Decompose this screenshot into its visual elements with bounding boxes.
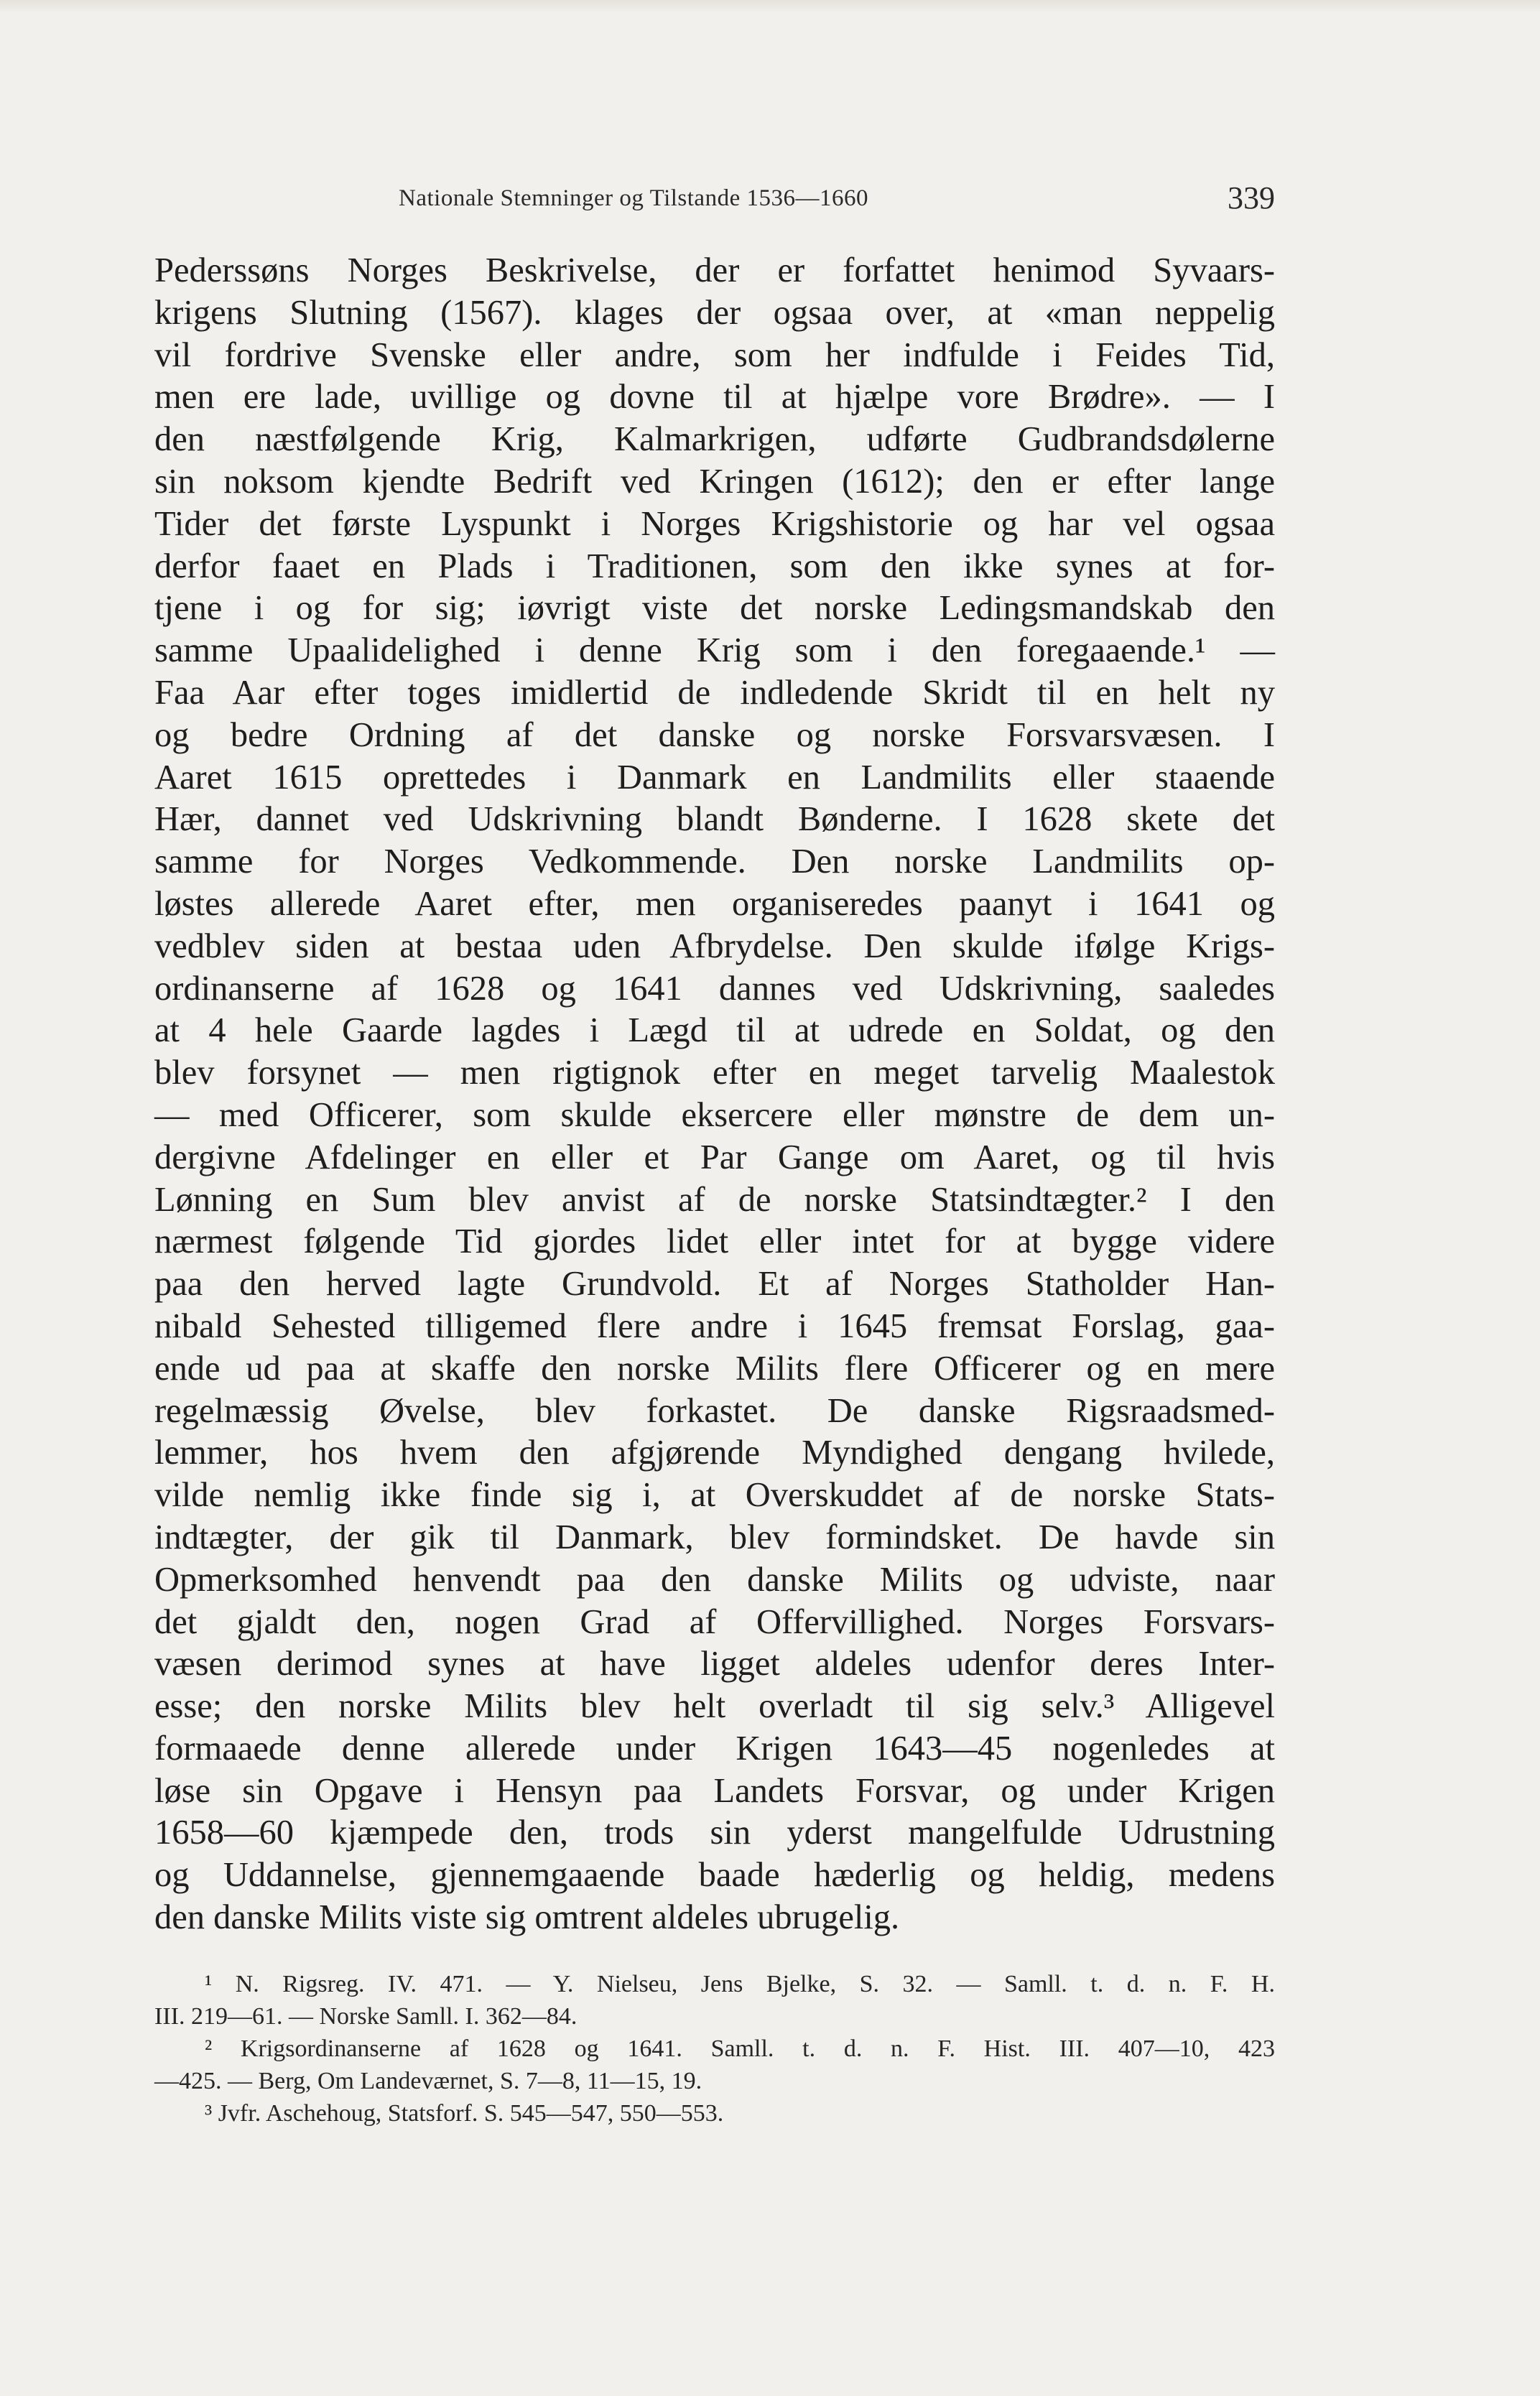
text-line: Faa Aar efter toges imidlertid de indledende Skridt til en helt ny <box>154 673 1275 712</box>
text-line: men ere lade, uvillige og dovne til at hjælpe vore Brødre». — I <box>154 378 1275 417</box>
footnote-line: ¹ N. Rigsreg. IV. 471. — Y. Nielseu, Jens Bjelke, S. 32. — Samll. t. d. n. F. H. <box>205 1971 1275 1997</box>
text-line: tjene i og for sig; iøvrigt viste det norske Ledingsmandskab den <box>154 589 1275 628</box>
text-line: Aaret 1615 oprettedes i Danmark en Landmilits eller staaende <box>154 758 1275 797</box>
text-line: regelmæssig Øvelse, blev forkastet. De danske Rigsraadsmed- <box>154 1391 1275 1430</box>
text-line: krigens Slutning (1567). klages der ogsaa over, at «man neppelig <box>154 293 1275 332</box>
text-line: Pederssøns Norges Beskrivelse, der er forfattet henimod Syvaars- <box>154 251 1275 289</box>
text-line: indtægter, der gik til Danmark, blev formindsket. De havde sin <box>154 1518 1275 1556</box>
text-line: paa den herved lagte Grundvold. Et af Norges Statholder Han- <box>154 1265 1275 1304</box>
text-line: ende ud paa at skaffe den norske Milits flere Officerer og en mere <box>154 1349 1275 1388</box>
text-line: formaaede denne allerede under Krigen 1643—45 nogenledes at <box>154 1729 1275 1768</box>
text-line: Opmerksomhed henvendt paa den danske Milits og udviste, naar <box>154 1560 1275 1599</box>
text-line: den næstfølgende Krig, Kalmarkrigen, udførte Gudbrandsdølerne <box>154 420 1275 459</box>
text-line: Tider det første Lyspunkt i Norges Krigshistorie og har vel ogsaa <box>154 504 1275 543</box>
footnote-line: ² Krigsordinanserne af 1628 og 1641. Samll. t. d. n. F. Hist. III. 407—10, 423 <box>205 2035 1275 2062</box>
page-number: 339 <box>1228 180 1275 215</box>
body-text <box>154 250 1275 1939</box>
text-line: løse sin Opgave i Hensyn paa Landets Forsvar, og under Krigen <box>154 1771 1275 1810</box>
text-line: det gjaldt den, nogen Grad af Offervillighed. Norges Forsvars- <box>154 1602 1275 1641</box>
text-line: lemmer, hos hvem den afgjørende Myndighed dengang hvilede, <box>154 1434 1275 1472</box>
footnote-line: III. 219—61. — Norske Samll. I. 362—84. <box>154 2003 578 2030</box>
text-line: og bedre Ordning af det danske og norske Forsvarsvæsen. I <box>154 715 1275 754</box>
page-edge-shadow <box>0 0 1540 13</box>
text-line: sin noksom kjendte Bedrift ved Kringen (1612); den er efter lange <box>154 462 1275 501</box>
text-line: vilde nemlig ikke finde sig i, at Overskuddet af de norske Stats- <box>154 1476 1275 1515</box>
text-line: at 4 hele Gaarde lagdes i Lægd til at udrede en Soldat, og den <box>154 1011 1275 1050</box>
running-title: Nationale Stemninger og Tilstande 1536—1660 <box>399 185 868 211</box>
text-line: ordinanserne af 1628 og 1641 dannes ved Udskrivning, saaledes <box>154 969 1275 1008</box>
text-line: og Uddannelse, gjennemgaaende baade hæderlig og heldig, medens <box>154 1856 1275 1895</box>
footnote-line: ³ Jvfr. Aschehoug, Statsforf. S. 545—547, 550—553. <box>205 2100 724 2127</box>
text-line: dergivne Afdelinger en eller et Par Gange om Aaret, og til hvis <box>154 1138 1275 1176</box>
text-line: derfor faaet en Plads i Traditionen, som den ikke synes at for- <box>154 547 1275 585</box>
text-line: Hær, dannet ved Udskrivning blandt Bønderne. I 1628 skete det <box>154 800 1275 839</box>
text-line: vil fordrive Svenske eller andre, som her indfulde i Feides Tid, <box>154 335 1275 374</box>
running-header <box>154 180 1275 228</box>
footnote-line: —425. — Berg, Om Landeværnet, S. 7—8, 11—15, 19. <box>154 2068 702 2094</box>
text-line: 1658—60 kjæmpede den, trods sin yderst mangelfulde Udrustning <box>154 1814 1275 1852</box>
text-line: Lønning en Sum blev anvist af de norske Statsindtægter.² I den <box>154 1180 1275 1219</box>
text-line: nibald Sehested tilligemed flere andre i 1645 fremsat Forslag, gaa- <box>154 1306 1275 1345</box>
text-line: blev forsynet — men rigtignok efter en meget tarvelig Maalestok <box>154 1054 1275 1092</box>
text-line: samme for Norges Vedkommende. Den norske Landmilits op- <box>154 842 1275 881</box>
footnotes <box>154 1968 1275 2130</box>
text-line: esse; den norske Milits blev helt overladt til sig selv.³ Alligevel <box>154 1687 1275 1726</box>
text-line: væsen derimod synes at have ligget aldeles udenfor deres Inter- <box>154 1645 1275 1684</box>
text-line: nærmest følgende Tid gjordes lidet eller intet for at bygge videre <box>154 1222 1275 1261</box>
text-line: — med Officerer, som skulde eksercere eller mønstre de dem un- <box>154 1095 1275 1134</box>
text-line: vedblev siden at bestaa uden Afbrydelse. Den skulde ifølge Krigs- <box>154 927 1275 965</box>
text-line: den danske Milits viste sig omtrent aldeles ubrugelig. <box>154 1898 900 1937</box>
text-line: løstes allerede Aaret efter, men organiseredes paanyt i 1641 og <box>154 884 1275 923</box>
text-line: samme Upaalidelighed i denne Krig som i den foregaaende.¹ — <box>154 631 1275 670</box>
